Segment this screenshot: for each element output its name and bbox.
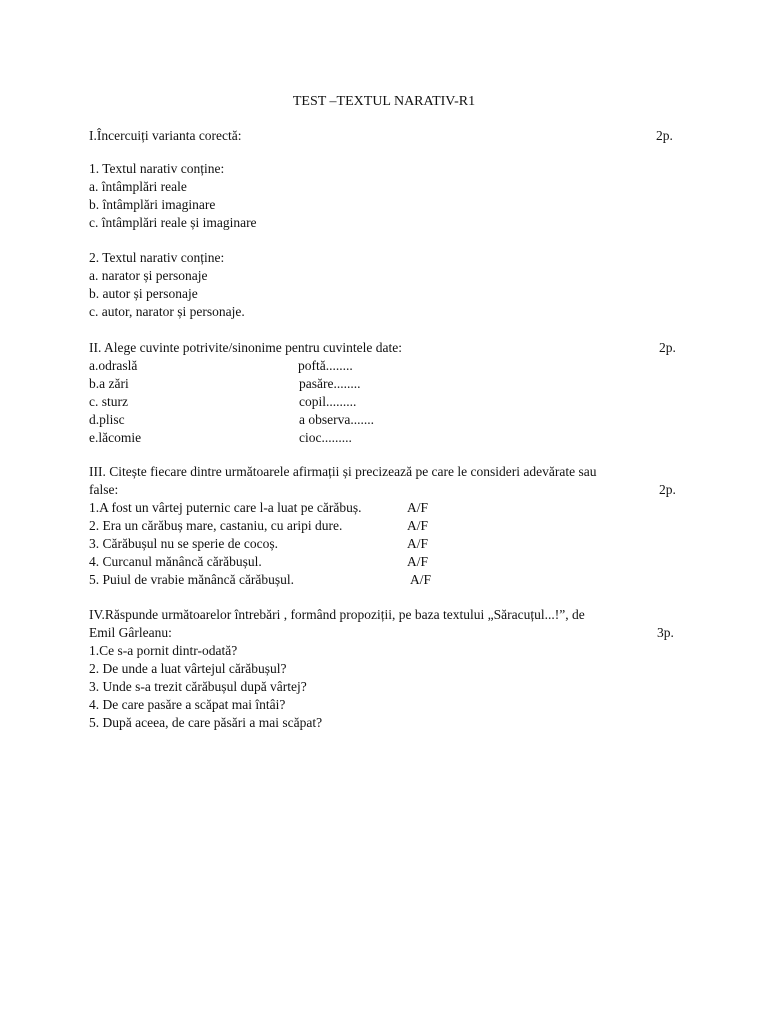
question-1: 1.Ce s-a pornit dintr-odată?	[89, 643, 238, 658]
question-4: 4. De care pasăre a scăpat mai întâi?	[89, 697, 286, 712]
statement-4-answer: A/F	[407, 554, 429, 569]
word-right-3: copil.........	[299, 394, 357, 409]
word-left-3: c. sturz	[89, 394, 128, 409]
statement-1-answer: A/F	[407, 500, 429, 515]
q2-option-b: b. autor și personaje	[89, 286, 198, 301]
statement-3-answer: A/F	[407, 536, 429, 551]
test-title: TEST –TEXTUL NARATIV-R1	[292, 94, 476, 109]
section4-points: 3p.	[657, 625, 674, 640]
section3-heading-line1: III. Citește fiecare dintre următoarele afirmații și precizează pe care le consideri adevărate sau	[89, 464, 597, 479]
word-right-5: cioc.........	[299, 430, 352, 445]
statement-4: 4. Curcanul mănâncă cărăbușul.	[89, 554, 262, 569]
word-left-2: b.a zări	[89, 376, 129, 391]
section1-heading: I.Încercuiți varianta corectă:	[89, 128, 242, 143]
section1-points: 2p.	[656, 128, 673, 143]
statement-5: 5. Puiul de vrabie mănâncă cărăbușul.	[89, 572, 295, 587]
word-left-5: e.lăcomie	[89, 430, 142, 445]
q2-question: 2. Textul narativ conține:	[89, 250, 225, 265]
question-5: 5. După aceea, de care păsări a mai scăpat?	[89, 715, 323, 730]
section2-heading: II. Alege cuvinte potrivite/sinonime pentru cuvintele date:	[89, 340, 403, 355]
section3-heading-line2: false:	[89, 482, 119, 497]
word-left-4: d.plisc	[89, 412, 125, 427]
section4-heading-line2: Emil Gârleanu:	[89, 625, 172, 640]
q2-option-c: c. autor, narator și personaje.	[89, 304, 245, 319]
statement-2-answer: A/F	[407, 518, 429, 533]
q2-option-a: a. narator și personaje	[89, 268, 208, 283]
word-left-1: a.odraslă	[89, 358, 138, 373]
statement-2: 2. Era un cărăbuș mare, castaniu, cu aripi dure.	[89, 518, 343, 533]
section2-points: 2p.	[659, 340, 676, 355]
section3-points: 2p.	[659, 482, 676, 497]
statement-5-answer: A/F	[410, 572, 432, 587]
q1-option-c: c. întâmplări reale și imaginare	[89, 215, 257, 230]
q1-option-a: a. întâmplări reale	[89, 179, 187, 194]
question-3: 3. Unde s-a trezit cărăbușul după vârtej?	[89, 679, 307, 694]
section4-heading-line1: IV.Răspunde următoarelor întrebări , formând propoziții, pe baza textului „Săracuțul...!”, de	[89, 607, 585, 622]
word-right-2: pasăre........	[299, 376, 361, 391]
word-right-1: poftă........	[298, 358, 353, 373]
q1-question: 1. Textul narativ conține:	[89, 161, 225, 176]
q1-option-b: b. întâmplări imaginare	[89, 197, 216, 212]
statement-1: 1.A fost un vârtej puternic care l-a luat pe cărăbuș.	[89, 500, 362, 515]
statement-3: 3. Cărăbușul nu se sperie de cocoș.	[89, 536, 278, 551]
word-right-4: a observa.......	[299, 412, 374, 427]
question-2: 2. De unde a luat vârtejul cărăbușul?	[89, 661, 287, 676]
